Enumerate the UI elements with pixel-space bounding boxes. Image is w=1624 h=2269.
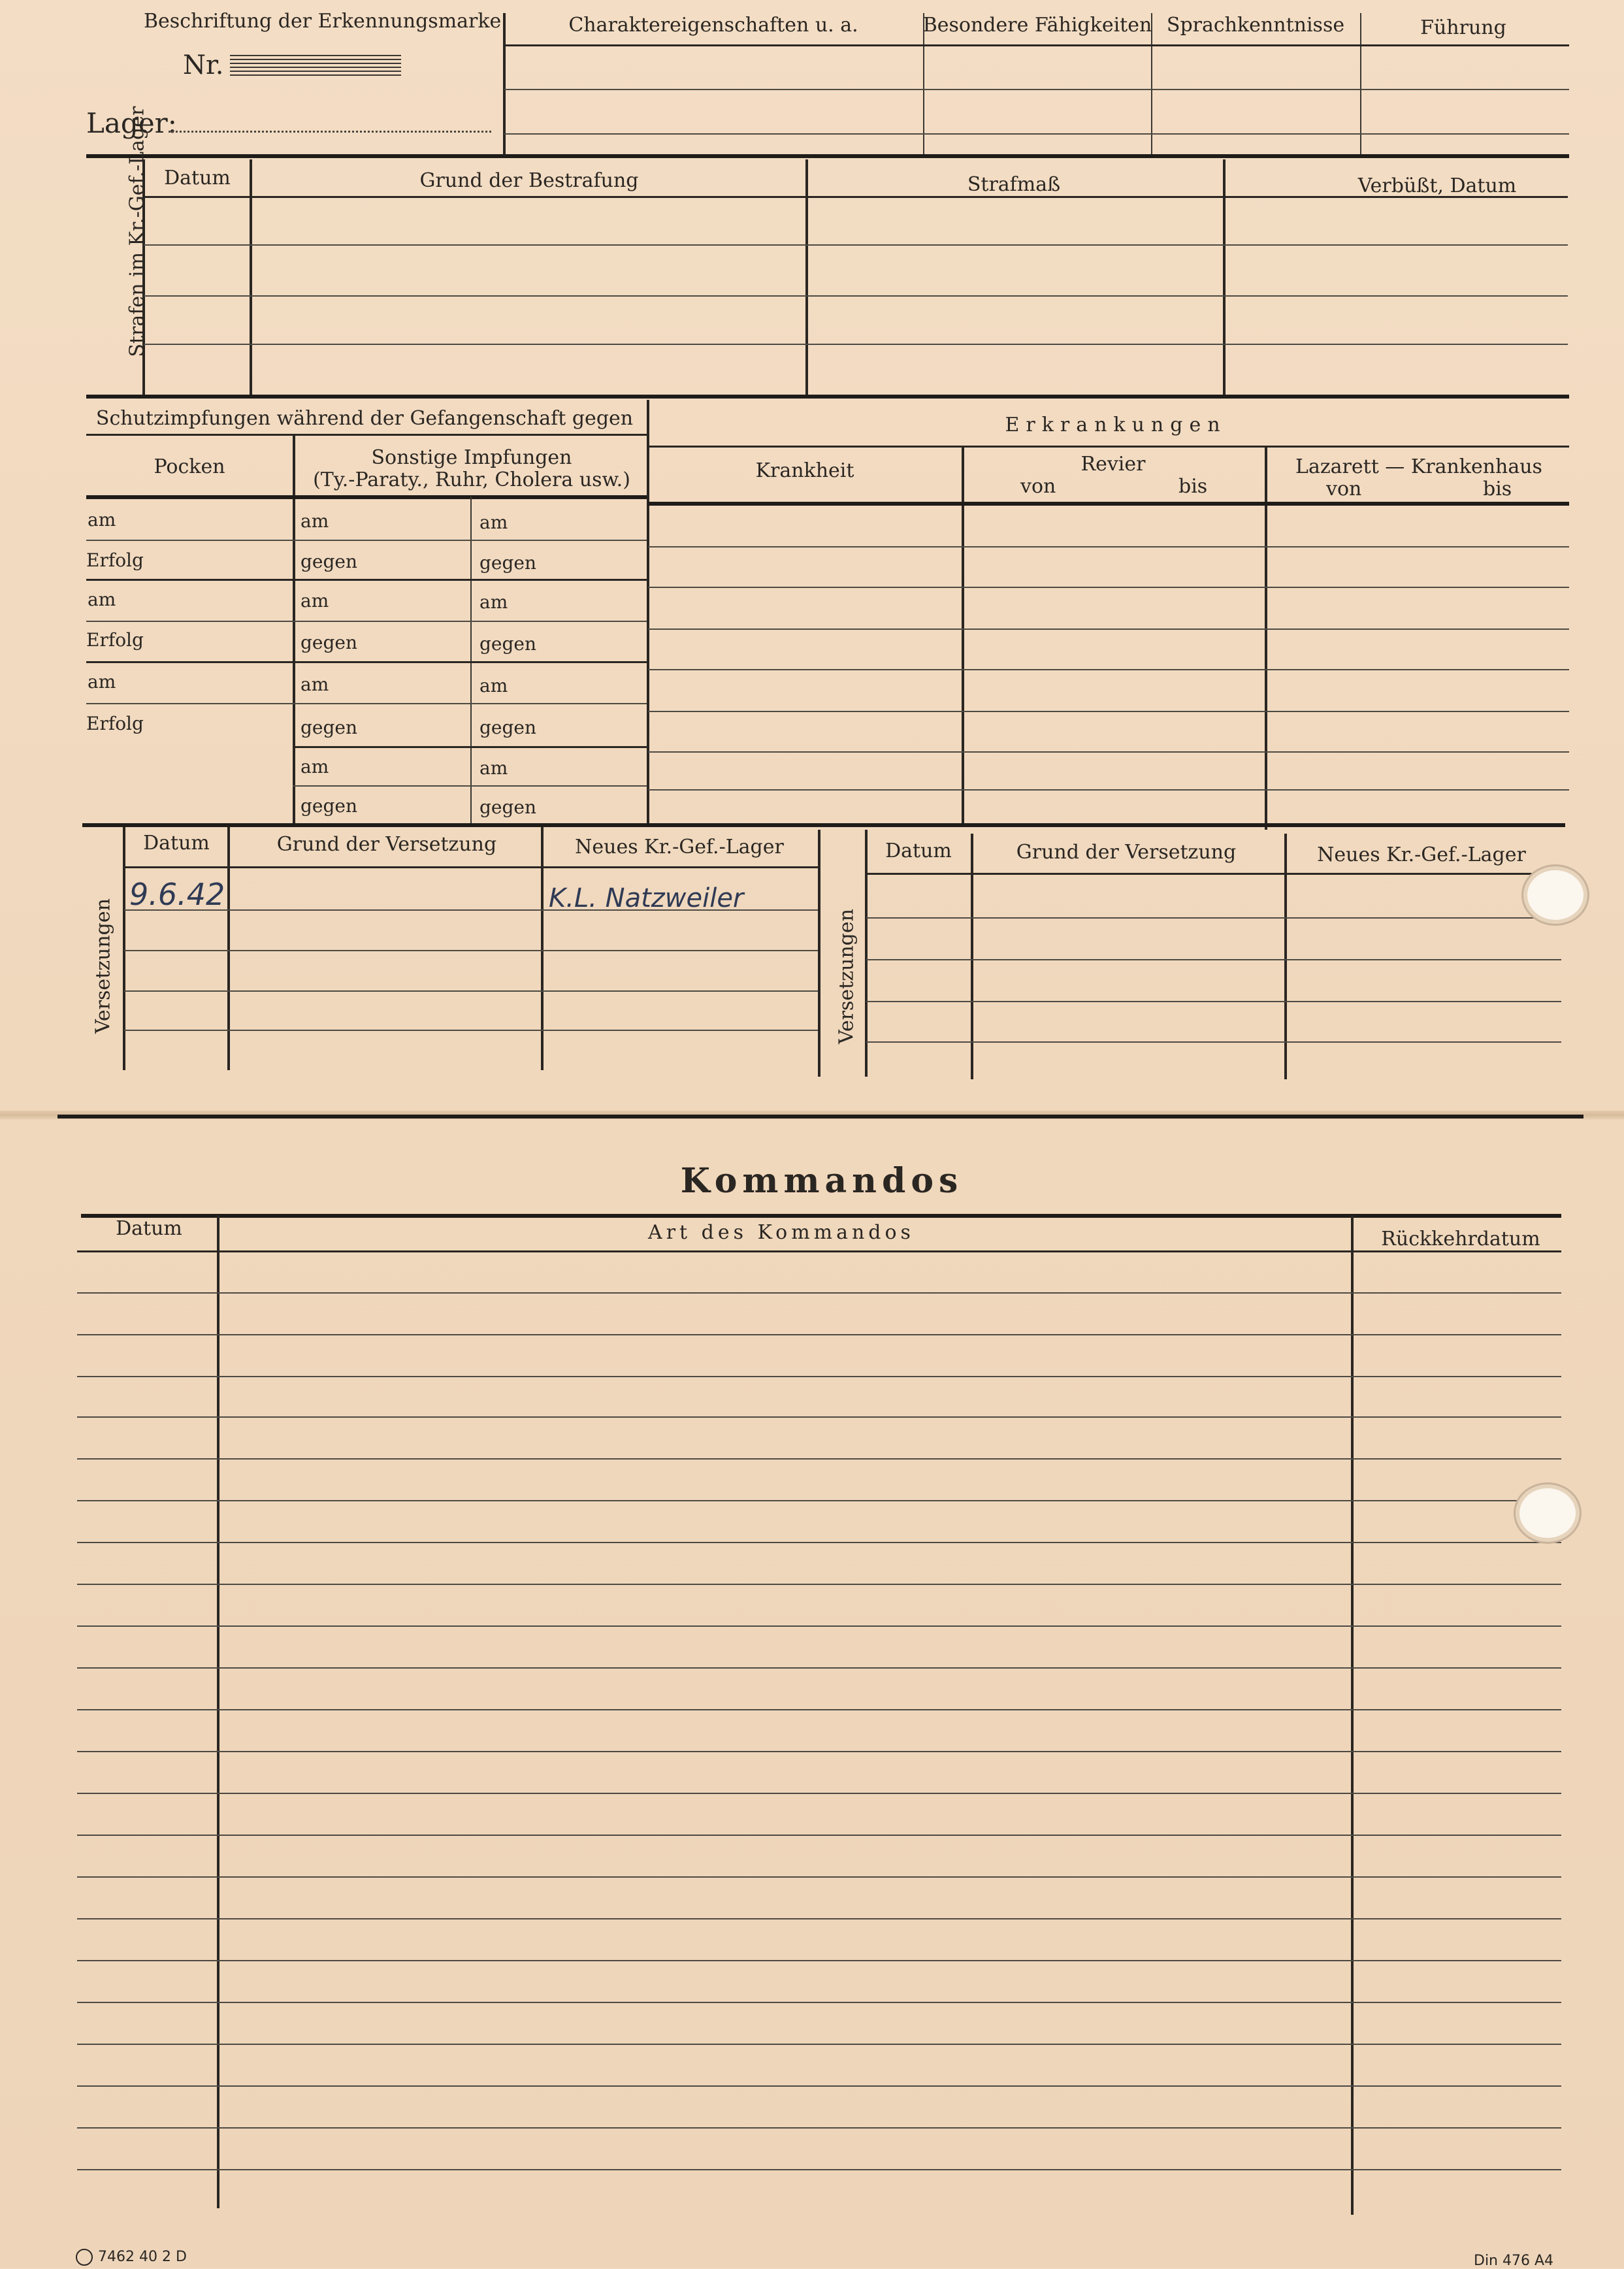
lager-label: Lager: [86, 107, 177, 139]
nr-label: Nr. [183, 50, 224, 80]
versetzungen-side-label-left: Versetzungen [91, 898, 115, 1034]
lager-field[interactable] [169, 131, 491, 133]
erk-col-revier: Revier [1080, 453, 1146, 476]
col-faehigkeiten: Besondere Fähigkeiten [922, 14, 1152, 37]
erkennungsmarke-label: Beschriftung der Erkennungsmarke [144, 10, 502, 33]
strafen-col-datum: Datum [164, 167, 231, 189]
footer-left-code: 7462 40 2 D [98, 2249, 187, 2265]
document-page: Beschriftung der Erkennungsmarke Nr. Lager: Charaktereigenschaften u. a. Besondere Fähigkeiten Sprachkenntnisse Führung Strafen im Kr.-Gef.-Lager Datum Grund der Bestrafung Strafmaß Verbüßt, Datum Schutzimpfungen während der Gefangenschaft gegen Pocken Sonstige Impfungen (Ty.-Paraty., Ruhr, Cholera usw.) am am am Erfolg gegen gegen am am am Erfolg gegen gegen am am am Erfolg gegen gegen am am gegen gegen Erkrankungen Krankheit Revier von bis Lazarett — Krankenhaus von bis Versetzungen Datum Grund der Versetzung Neues Kr.-Gef.-Lager 9.6.42 K.L. Natzweiler Versetzungen Datum Grund der Versetzung Neues Kr.-Gef.-Lager Kommandos Datum Art des Kommandos Rückkehrdatum 7462 40 2 D Din 476 A4 [0, 0, 1624, 2268]
impfungen-title: Schutzimpfungen während der Gefangenschaft gegen [95, 407, 634, 430]
erkrankungen-title: Erkrankungen [1005, 414, 1227, 436]
kommandos-title: Kommandos [680, 1161, 964, 1201]
col-charakter: Charaktereigenschaften u. a. [568, 14, 858, 37]
handwritten-lager: K.L. Natzweiler [549, 883, 744, 913]
footer-right-code: Din 476 A4 [1474, 2253, 1554, 2269]
handwritten-date: 9.6.42 [129, 877, 225, 912]
versetzungen-side-label-right: Versetzungen [835, 909, 858, 1044]
strafen-col-strafmass: Strafmaß [967, 173, 1061, 196]
nr-field[interactable] [230, 55, 401, 78]
printer-mark-icon [76, 2249, 93, 2266]
strafen-col-grund: Grund der Bestrafung [419, 169, 639, 192]
impf-col-sonstige-sub: (Ty.-Paraty., Ruhr, Cholera usw.) [313, 468, 630, 491]
punch-hole-lower [1519, 1488, 1576, 1538]
strafen-col-verbuesst: Verbüßt, Datum [1357, 174, 1517, 197]
strafen-side-label: Strafen im Kr.-Gef.-Lager [125, 106, 149, 357]
impf-col-sonstige: Sonstige Impfungen [371, 446, 572, 469]
erk-col-lazarett: Lazarett — Krankenhaus [1295, 455, 1542, 478]
impf-col-pocken: Pocken [154, 455, 225, 478]
erk-col-krankheit: Krankheit [755, 459, 854, 482]
col-fuehrung: Führung [1420, 16, 1506, 39]
col-sprachen: Sprachkenntnisse [1166, 14, 1345, 37]
punch-hole-upper [1527, 870, 1583, 920]
